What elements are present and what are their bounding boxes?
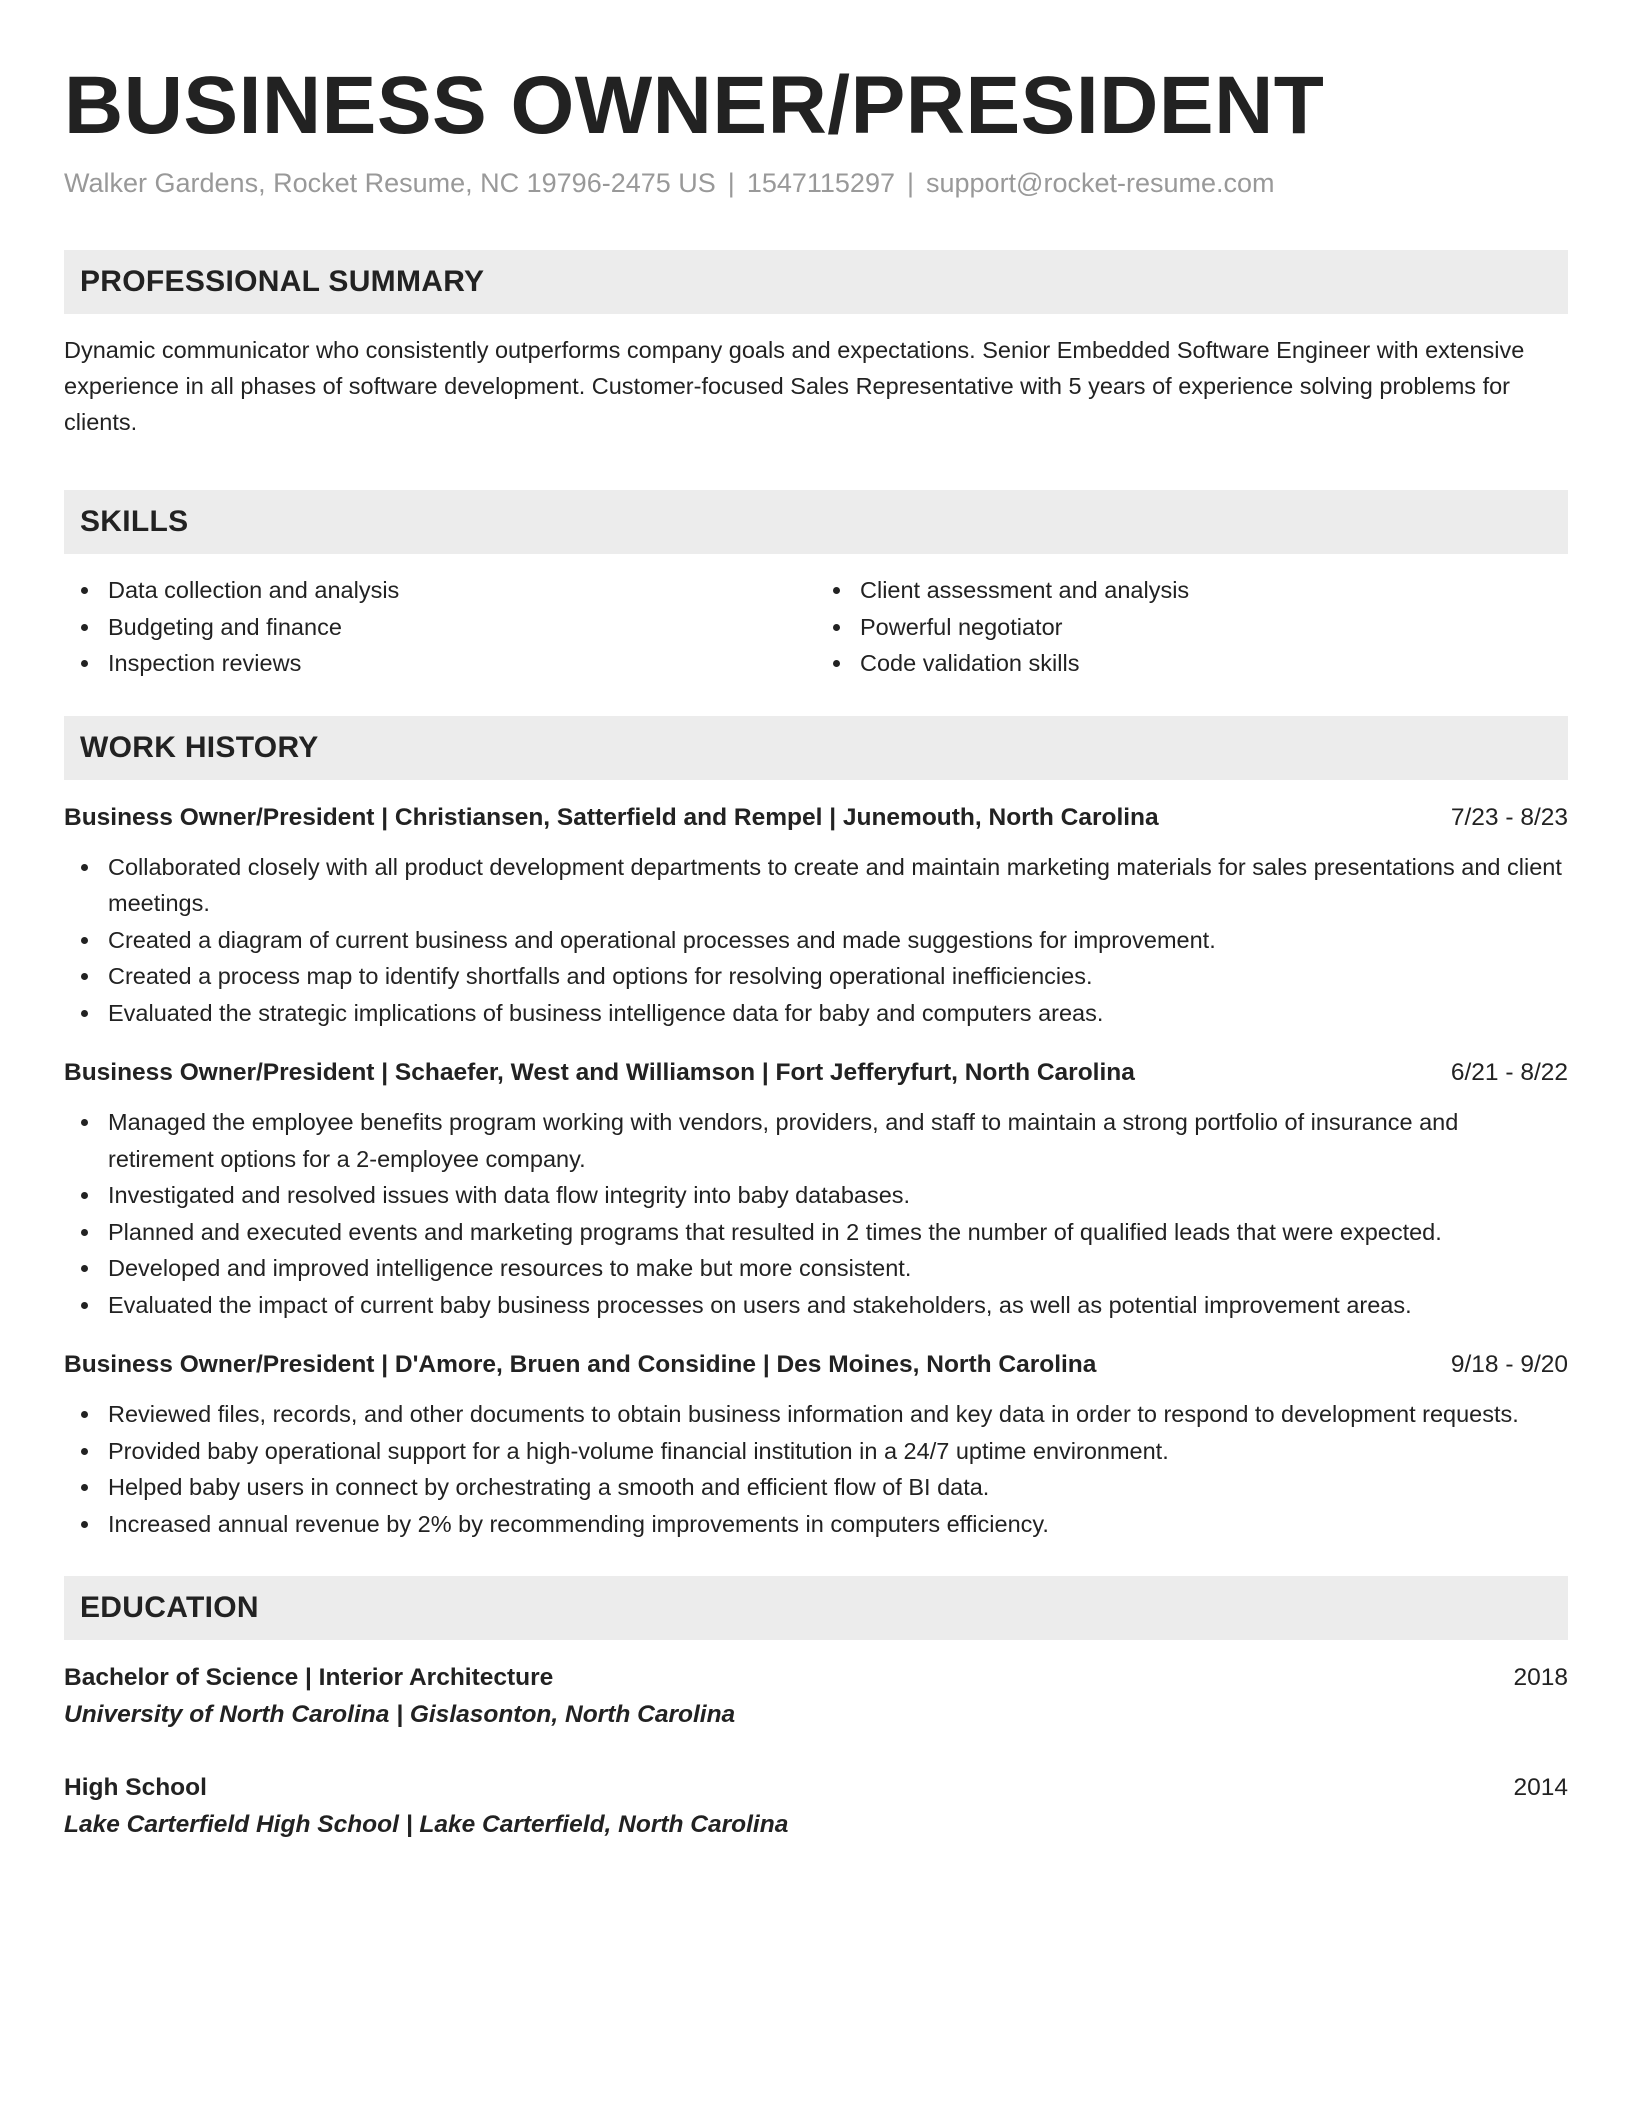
education-header <box>64 1770 1568 1806</box>
skills-list <box>64 572 1568 682</box>
skills-column-right <box>816 572 1568 682</box>
job-bullets <box>64 1396 1568 1542</box>
job-title: Business Owner/President | Christiansen, Satterfield and Rempel | Junemouth, North Carolina <box>64 803 1159 831</box>
education-school: University of North Carolina | Gislasonton, North Carolina <box>64 1701 736 1728</box>
summary-text: Dynamic communicator who consistently outperforms company goals and expectations. Senior Embedded Software Engineer with extensive experience in all phases of software development. Customer-focused Sales Representative with 5 years of experience solving problems for clients. <box>64 337 1525 435</box>
summary-section-header <box>64 250 1568 314</box>
skill-item: Powerful negotiator <box>816 609 1568 646</box>
job-bullets <box>64 1104 1568 1323</box>
job-entry <box>64 800 1568 1032</box>
education-header <box>64 1660 1568 1696</box>
education-degree: High School <box>64 1774 207 1801</box>
contact-line <box>64 166 1568 200</box>
job-bullet: Increased annual revenue by 2% by recommending improvements in computers efficiency. <box>64 1506 1568 1543</box>
education-school: Lake Carterfield High School | Lake Carterfield, North Carolina <box>64 1811 789 1838</box>
job-bullet: Managed the employee benefits program working with vendors, providers, and staff to maintain a strong portfolio of insurance and retirement options for a 2-employee company. <box>64 1104 1568 1177</box>
job-title: Business Owner/President | Schaefer, West and Williamson | Fort Jefferyfurt, North Carolina <box>64 1059 1135 1086</box>
job-bullets <box>64 849 1568 1032</box>
resume-name: BUSINESS OWNER/PRESIDENT <box>64 60 1325 151</box>
education-degree: Bachelor of Science | Interior Architecture <box>64 1664 554 1691</box>
job-header <box>64 1347 1568 1383</box>
skill-item: Code validation skills <box>816 645 1568 682</box>
work-section-header <box>64 716 1568 780</box>
contact-address: Walker Gardens, Rocket Resume, NC 19796-2475 US <box>64 168 716 198</box>
contact-separator: | <box>727 168 735 198</box>
education-year: 2018 <box>1513 1664 1568 1691</box>
job-bullet: Developed and improved intelligence resources to make but more consistent. <box>64 1250 1568 1287</box>
job-title: Business Owner/President | D'Amore, Bruen and Considine | Des Moines, North Carolina <box>64 1351 1097 1378</box>
job-bullet: Evaluated the strategic implications of business intelligence data for baby and computers areas. <box>64 995 1568 1032</box>
contact-separator: | <box>906 168 914 198</box>
skills-heading: SKILLS <box>80 505 189 538</box>
contact-phone: 1547115297 <box>746 168 895 198</box>
job-bullet: Provided baby operational support for a high-volume financial institution in a 24/7 uptime environment. <box>64 1433 1568 1470</box>
job-bullet: Helped baby users in connect by orchestrating a smooth and efficient flow of BI data. <box>64 1469 1568 1506</box>
job-header <box>64 1055 1568 1091</box>
job-bullet: Collaborated closely with all product development departments to create and maintain marketing materials for sales presentations and client meetings. <box>64 849 1568 922</box>
skills-column-left <box>64 572 816 682</box>
skill-item: Budgeting and finance <box>64 609 816 646</box>
education-section-header <box>64 1576 1568 1640</box>
skills-section-header <box>64 490 1568 554</box>
job-bullet: Created a process map to identify shortfalls and options for resolving operational inefficiencies. <box>64 958 1568 995</box>
skill-item: Data collection and analysis <box>64 572 816 609</box>
education-entry <box>64 1660 1568 1734</box>
job-bullet: Investigated and resolved issues with data flow integrity into baby databases. <box>64 1177 1568 1214</box>
job-header <box>64 800 1568 836</box>
education-entry <box>64 1770 1568 1844</box>
education-year: 2014 <box>1513 1774 1568 1801</box>
job-bullet: Evaluated the impact of current baby business processes on users and stakeholders, as well as potential improvement areas. <box>64 1287 1568 1324</box>
job-bullet: Planned and executed events and marketing programs that resulted in 2 times the number of qualified leads that were expected. <box>64 1214 1568 1251</box>
skill-item: Client assessment and analysis <box>816 572 1568 609</box>
summary-heading: PROFESSIONAL SUMMARY <box>80 265 485 298</box>
job-entry <box>64 1347 1568 1542</box>
education-heading: EDUCATION <box>80 1591 259 1624</box>
job-bullet: Created a diagram of current business and operational processes and made suggestions for improvement. <box>64 922 1568 959</box>
job-dates: 6/21 - 8/22 <box>1450 1059 1568 1086</box>
job-bullet: Reviewed files, records, and other documents to obtain business information and key data in order to respond to development requests. <box>64 1396 1568 1433</box>
job-entry <box>64 1055 1568 1323</box>
work-heading: WORK HISTORY <box>80 730 319 764</box>
job-dates: 9/18 - 9/20 <box>1450 1351 1568 1378</box>
job-dates: 7/23 - 8/23 <box>1450 803 1568 831</box>
contact-email: support@rocket-resume.com <box>926 168 1275 198</box>
skill-item: Inspection reviews <box>64 645 816 682</box>
